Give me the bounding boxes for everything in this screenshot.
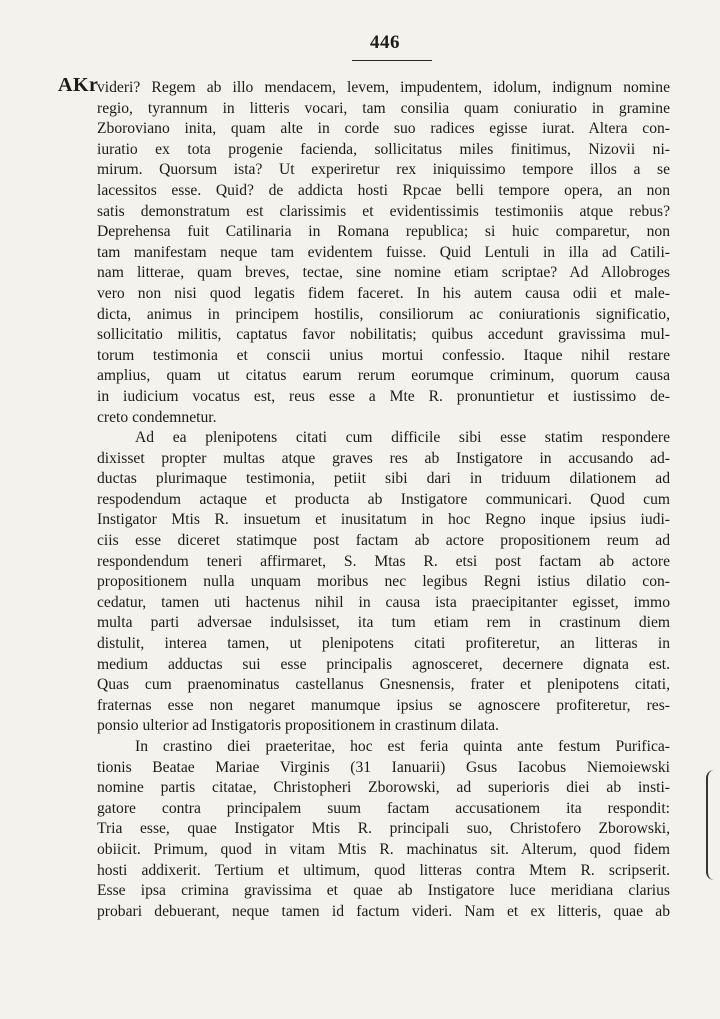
text-line: regio, tyrannum in litteris vocari, tam consilia quam coniuratio in gramine (97, 99, 670, 117)
text-line: tionis Beatae Mariae Virginis (31 Ianuarii) Gsus Iacobus Niemoiewski (97, 758, 670, 776)
text-line: nam litterae, quam breves, tectae, sine nomine etiam scriptae? Ad Allobroges (97, 264, 670, 282)
text-line: Esse ipsa crimina gravissima et quae ab Instigatore luce meridiana clarius (97, 882, 670, 900)
text-line: respondendum teneri affirmaret, S. Mtas R. etsi post factam ab actore (97, 552, 670, 570)
text-line: obiicit. Primum, quod in vitam Mtis R. machinatus sit. Alterum, quod fidem (97, 840, 670, 858)
text-line: probari debuerant, neque tamen id factum videri. Nam et ex litteris, quae ab (97, 902, 670, 920)
text-line: fraternas esse non negaret manumque ipsius se agnoscere profiteretur, res- (97, 696, 670, 714)
text-line: cedatur, tamen uti hactenus nihil in causa ista praecipitanter egisset, immo (97, 593, 670, 611)
text-line: satis demonstratum est clarissimis et evidentissimis testimoniis atque rebus? (97, 202, 670, 220)
text-line: torum testimonia et conscii unius mortui confessio. Itaque nihil restare (97, 346, 670, 364)
text-line: medium adductas sui esse principalis agnosceret, decernere dignata est. (97, 655, 670, 673)
text-line: nomine partis citatae, Christopheri Zborowski, ad superioris diei ab insti- (97, 779, 670, 797)
text-line: respodendum actaque et producta ab Instigatore communicari. Quod cum (97, 490, 670, 508)
text-line: lacessitos esse. Quid? de addicta hosti Rpcae belli tempore opera, an non (97, 181, 670, 199)
text-line: Tria esse, quae Instigator Mtis R. principali suo, Christofero Zborowski, (97, 820, 670, 838)
text-line: creto condemnetur. (97, 408, 217, 426)
text-line: iuratio ex tota progenie facienda, sollicitatus miles finitimus, Nizovii ni- (97, 140, 670, 158)
text-line: vero non nisi quod legatis fidem faceret. In his autem causa odii et male- (97, 284, 670, 302)
text-line: videri? Regem ab illo mendacem, levem, impudentem, idolum, indignum nomine (97, 79, 670, 96)
text-line: tam manifestam neque tam evidentem fuisse. Quid Lentuli in illa ad Catili- (97, 243, 670, 261)
text-line: Ad ea plenipotens citati cum difficile sibi esse statim respondere (135, 429, 670, 447)
text-line: ductas plurimaque testimonia, petiit sibi dari in triduum dilationem ad (97, 470, 670, 488)
text-line: ciis esse diceret statimque post factam ab actore propositionem reum ad (97, 532, 670, 550)
text-line: ponsio ulterior ad Instigatoris propositionem in crastinum dilata. (97, 717, 499, 735)
text-line: hosti addixerit. Tertium et ultimum, quod litteras contra Mtem R. scripserit. (97, 861, 670, 879)
text-line: Deprehensa fuit Catilinaria in Romana republica; si huic comparetur, non (97, 223, 670, 241)
page-number-rule (352, 60, 432, 61)
text-line: amplius, quam ut citatus earum rerum eorumque criminum, quorum causa (97, 367, 670, 385)
text-line: gatore contra principalem suum factam accusationem ita respondit: (97, 799, 670, 817)
page-number: 446 (370, 32, 400, 53)
page-edge-mark (706, 770, 720, 880)
text-line: propositionem nulla unquam moribus nec legibus Regni istius dilatio con- (97, 573, 670, 591)
text-line: multa parti adversae indulsisset, ita tum etiam rem in crastinum diem (97, 614, 670, 632)
text-line: distulit, interea tamen, ut plenipotens citati profiteretur, an litteras in (97, 635, 670, 653)
text-line: Instigator Mtis R. insuetum et inusitatum in hoc Regno inque ipsius iudi- (97, 511, 670, 529)
margin-note: AKr (58, 74, 99, 96)
text-line: Quas cum praenominatus castellanus Gnesnensis, frater et plenipotens citati, (97, 676, 670, 694)
text-line: In crastino diei praeteritae, hoc est feria quinta ante festum Purifica- (135, 738, 670, 755)
text-line: dicta, animus in principem hostilis, consiliorum ac coniurationis significatio, (97, 305, 670, 323)
text-line: Zboroviano inita, quam alte in corde suo radices egisse iurat. Altera con- (97, 120, 670, 138)
text-line: mirum. Quorsum ista? Ut experiretur rex iniquissimo tempore illos a se (97, 161, 670, 179)
text-line: sollicitatio militis, captatus favor nobilitatis; quibus accedunt gravissima mul- (97, 326, 670, 344)
body-text (97, 78, 670, 922)
text-line: in iudicium vocatus est, reus esse a Mte R. pronuntietur et iustissimo de- (97, 387, 670, 405)
text-line: dixisset propter multas atque graves res ab Instigatore in accusando ad- (97, 449, 670, 467)
